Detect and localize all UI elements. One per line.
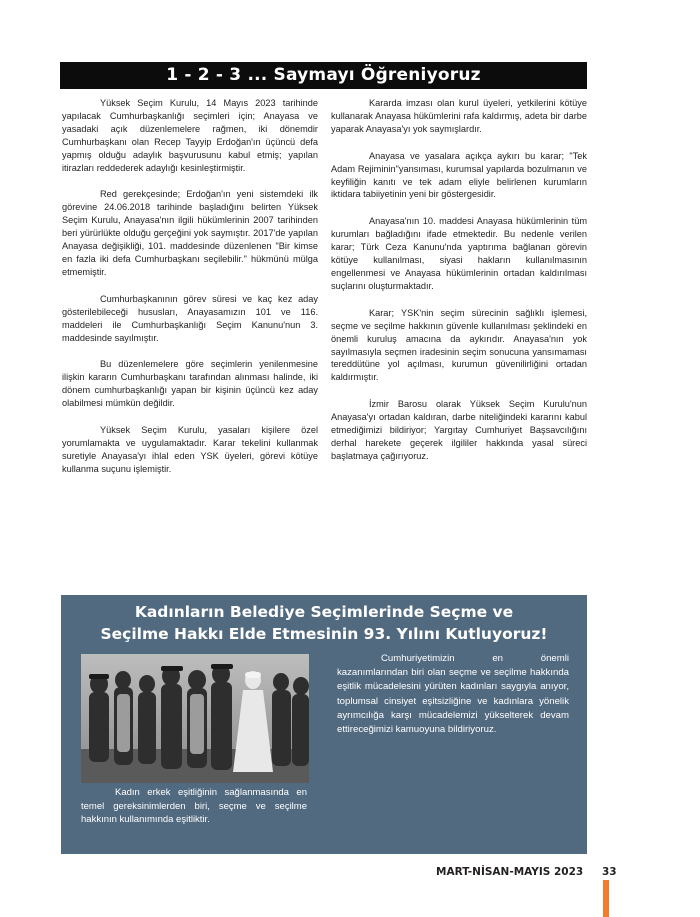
photo-caption-text: Kadın erkek eşitliğinin sağlanmasında en temel gereksinimlerden biri, seçme ve seçilme hakkının kullanımında eşitliktir. <box>81 787 307 825</box>
photo-caption <box>81 786 307 827</box>
panel-body <box>337 652 569 737</box>
paragraph: Karar; YSK'nin seçim sürecinin sağlıklı işlemesi, seçme ve seçilme hakkının güvenle kullanılması şeklindeki en önemli kuruluş amacına da aykırıdır. Anayasa'nın yok sayılmasıyla seçmen iradesinin seçim sonucuna yansımaması tereddütüne yol açılması, kurumun güvenilirliğini ortadan kaldırmıştır. <box>331 307 587 383</box>
accent-bar <box>603 880 609 917</box>
panel-title-line: Seçilme Hakkı Elde Etmesinin 93. Yılını Kutluyoruz! <box>100 625 548 643</box>
article-left-column <box>62 97 318 490</box>
panel-title-line: Kadınların Belediye Seçimlerinde Seçme ve <box>134 603 514 621</box>
paragraph: Yüksek Seçim Kurulu, 14 Mayıs 2023 tarihinde yapılacak Cumhurbaşkanlığı seçimleri için; Anayasa ve yasadaki açık düzenlemelere rağmen, iki dönemdir Cumhurbaşkanı olan Recep Tayyip Erdoğan'ın üçüncü defa yapmış olduğu adaylık başvurusunu kabul etmiş; yapılan itirazları reddederek adaylığı kesinleştirmiştir. <box>62 98 318 173</box>
paragraph: İzmir Barosu olarak Yüksek Seçim Kurulu'nun Anayasa'yı ortadan kaldıran, darbe niteliğindeki kararını kabul etmediğimizi bildiriyor; Yargıtay Cumhuriyet Başsavcılığını derhal harekete geçerek ilgililer hakkında yasal süreci başlatmaya çağırıyoruz. <box>331 399 587 461</box>
paragraph: Cumhurbaşkanının görev süresi ve kaç kez aday gösterilebileceği hususları, Anayasamızın 101 ve 116. maddeleri ile Cumhurbaşkanlığı Seçim Kanunu'nun 3. maddesinde sayılmıştır. <box>62 293 318 343</box>
historical-photo <box>81 654 309 783</box>
paragraph: Kararda imzası olan kurul üyeleri, yetkilerini kötüye kullanarak Anayasa hükümlerini rafa kaldırmış, adeta bir darbe yaparak Anayasa'yı yok saymışlardır. <box>331 98 587 134</box>
historical-photo-illustration <box>81 654 309 783</box>
paragraph: Red gerekçesinde; Erdoğan'ın yeni sistemdeki ilk görevine 24.06.2018 tarihinde başladığını belirten Yüksek Seçim Kurulu, Anayasa'nın ilgili hükümlerinin 2007 tarihinden beri yürürlükte olduğu gerçeğini yok saymıştır. 2017'de yapılan Anayasa değişikliği, 101. maddesinde düzenlenen "Bir kimse en fazla iki defa Cumhurbaşkanı seçilebilir." hükmünü mülga etmemiştir. <box>62 189 318 277</box>
paragraph: Bu düzenlemelere göre seçimlerin yenilenmesine ilişkin kararın Cumhurbaşkanı tarafından alınması halinde, iki dönem cumhurbaşkanlığı yapan bir kişinin üçüncü kez aday olabilmesi mümkün değildir. <box>62 359 318 409</box>
paragraph: Anayasa ve yasalara açıkça aykırı bu karar; "Tek Adam Rejiminin"yansıması, kurumsal yapılarda bozulmanın ve keyfiliğin kanıtı ve tek adam eliyle belirlenen kurumların iktidara tabiiyetinin yeni bir göstergesidir. <box>331 150 587 200</box>
paragraph: Anayasa'nın 10. maddesi Anayasa hükümlerinin tüm kurumları bağladığını ifade etmektedir. Bu nedenle verilen karar; Türk Ceza Kanunu'nda yaptırıma bağlanan görevin kötüye kullanılması, siyasi hakların kullanılmasının engellenmesi ve Anayasa hükümlerinin ortadan kaldırılması suçlarını oluşturmaktadır. <box>331 216 587 291</box>
article-right-column <box>331 97 587 477</box>
article-title: 1 - 2 - 3 ... Saymayı Öğreniyoruz <box>60 62 587 89</box>
panel-title <box>61 601 587 645</box>
paragraph: Yüksek Seçim Kurulu, yasaları kişilere özel yorumlamakta ve uygulamaktadır. Karar tekelini kullanmak suretiyle Anayasa'yı ihlal eden YSK üyeleri, görevi kötüye kullanma suçunu işlemiştir. <box>62 425 318 474</box>
issue-label: MART-NİSAN-MAYIS 2023 <box>436 866 584 878</box>
anniversary-panel <box>61 595 587 854</box>
panel-body-text: Cumhuriyetimizin en önemli kazanımlarından biri olan seçme ve seçilme hakkında eşitlik mücadelesini yürüten kadınları saygıyla anıyor, toplumsal cinsiyet eşitsizliğine ve kadınlara yönelik ayrımcılığa karşı mücadelemizi yükselterek devam ettireceğimizi kamuoyuna bildiriyoruz. <box>337 653 569 736</box>
page-number: 33 <box>602 866 617 878</box>
